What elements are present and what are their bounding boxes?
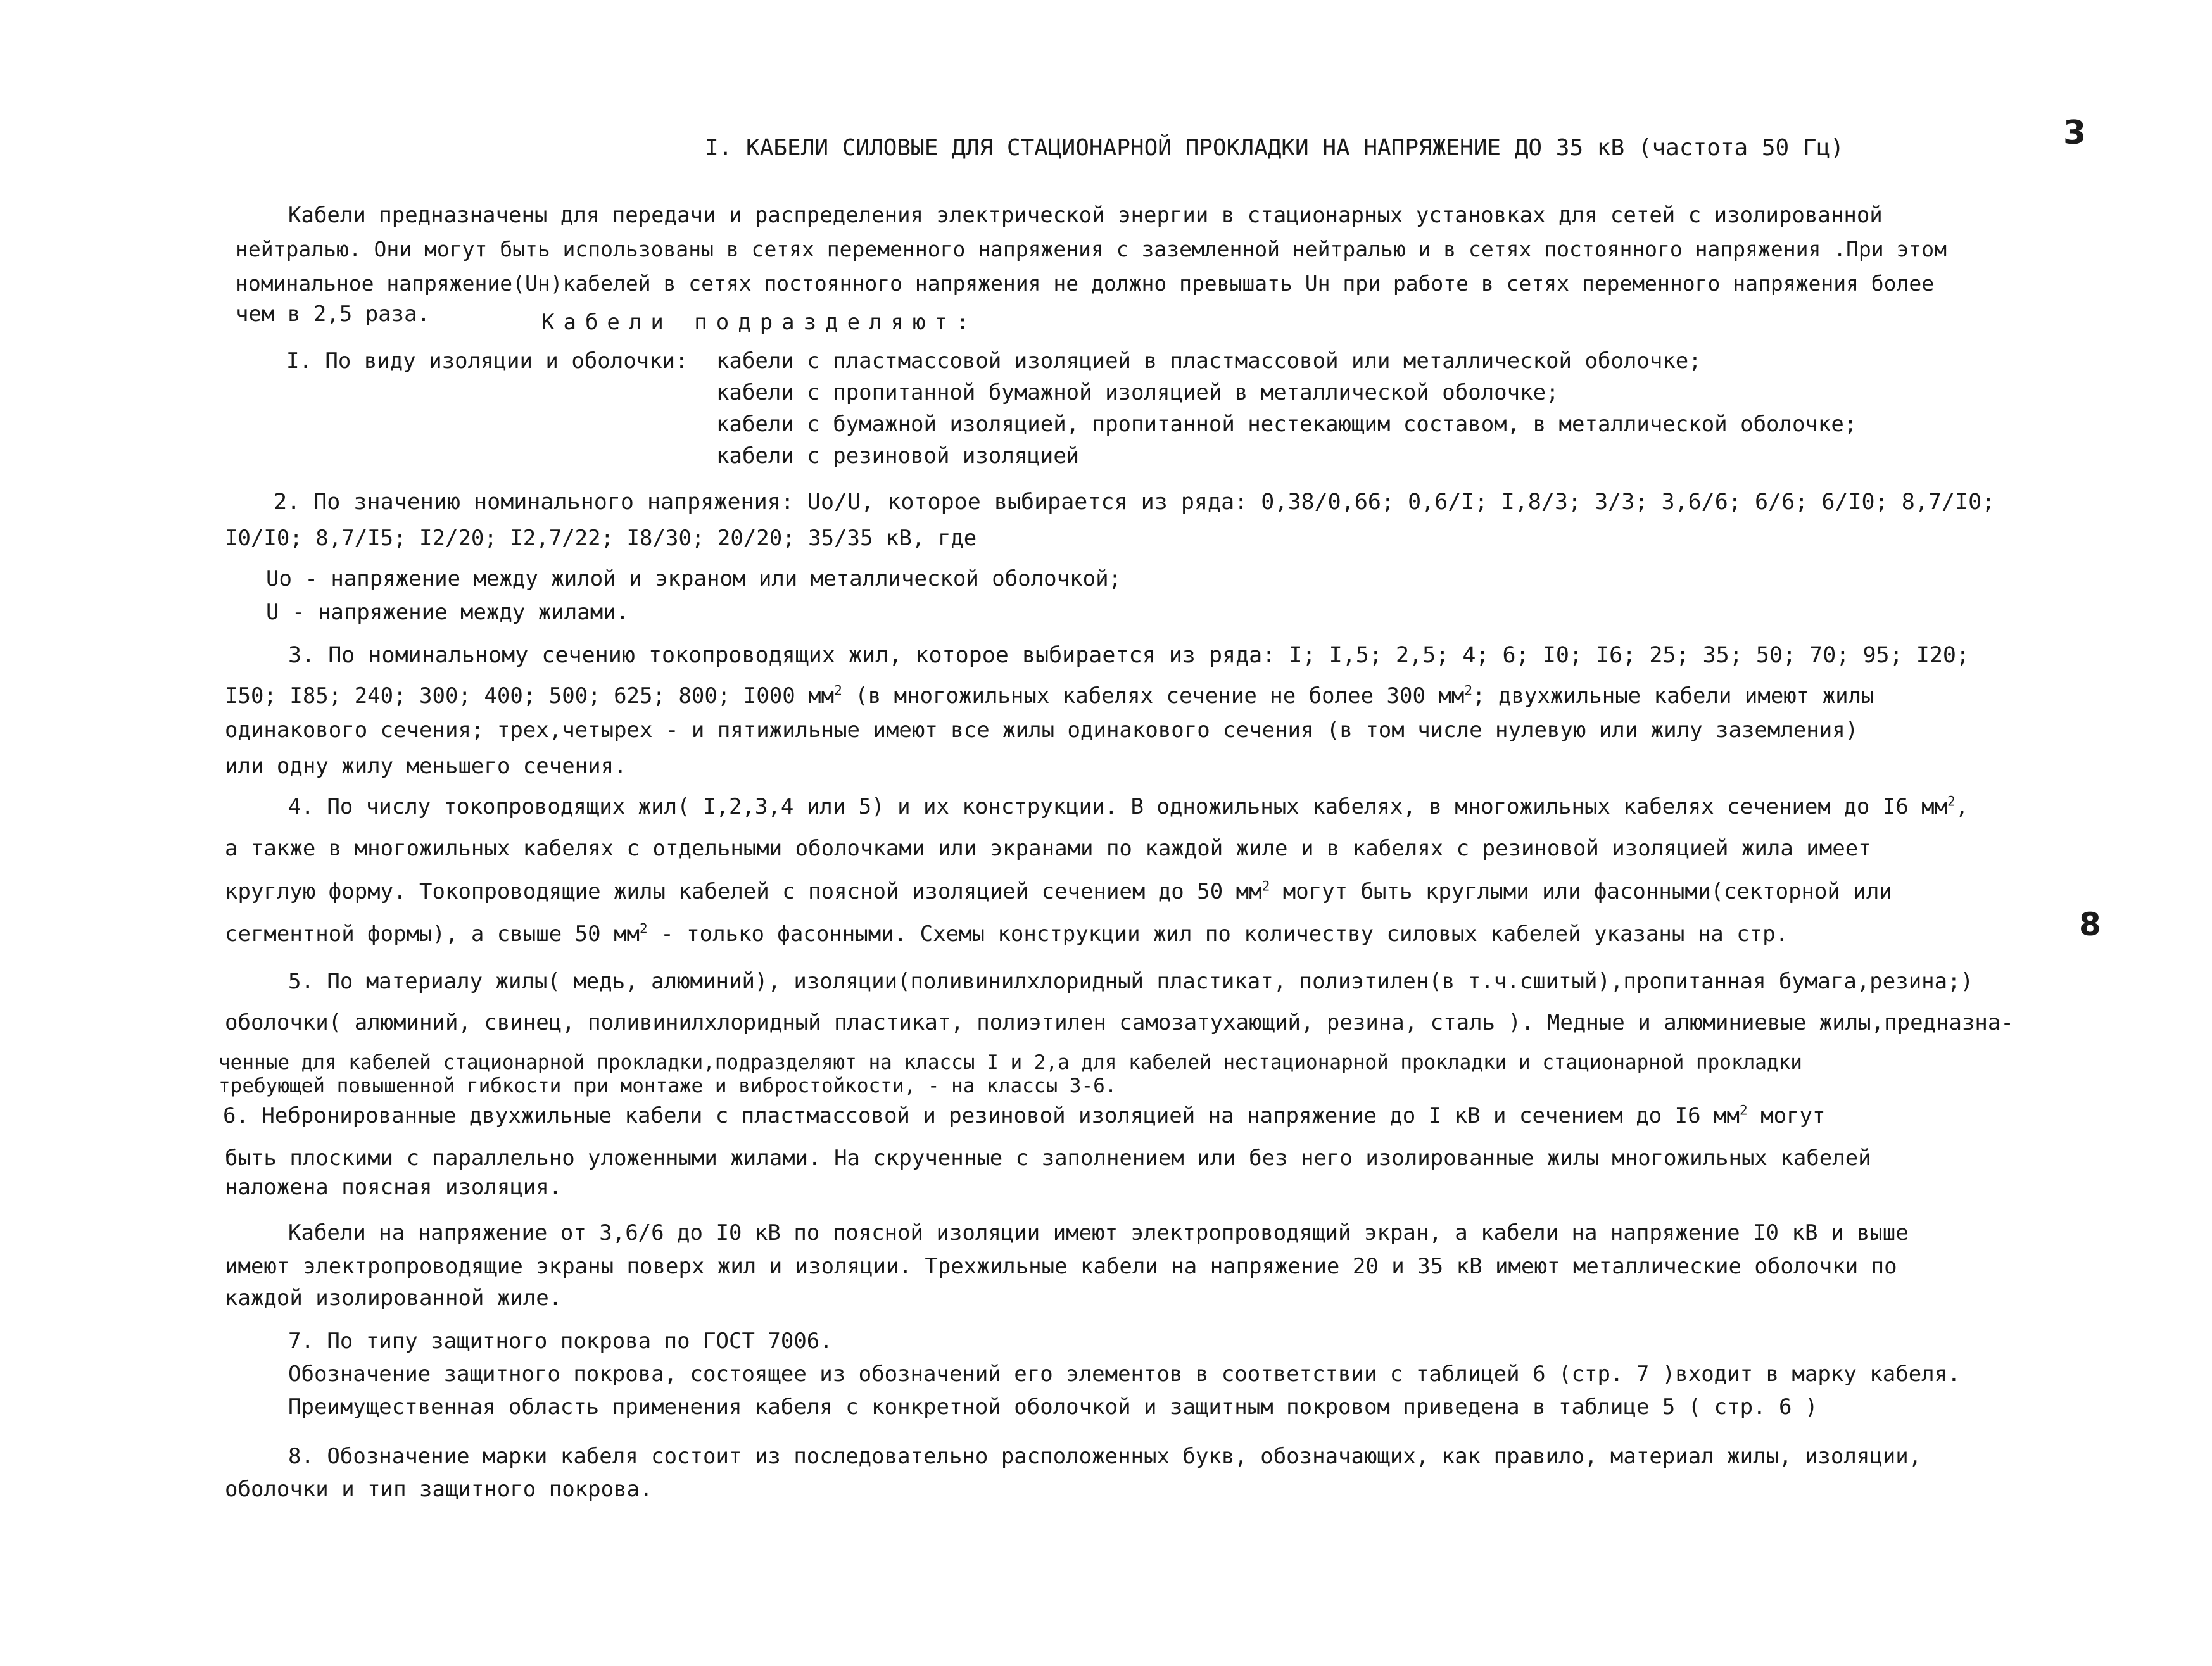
item4-line-4: [225, 920, 1788, 948]
item7-line-2: Обозначение защитного покрова, состоящее из обозначений его элементов в соответствии с таблицей 6 (стр. 7 )входит в марку кабеля.: [288, 1361, 1961, 1387]
page-reference: 8: [2079, 906, 2101, 943]
item1-lead: I. По виду изоляции и оболочки:: [286, 348, 688, 374]
item6-line-1: [223, 1102, 1826, 1130]
item3-line-1: 3. По номинальному сечению токопроводящих жил, которое выбирается из ряда: I; I,5; 2,5; 4; 6; I0; I6; 25; 35; 50; 70; 95; I20;: [288, 643, 1970, 668]
screens-line-1: Кабели на напряжение от 3,6/6 до I0 кВ по поясной изоляции имеют электропроводящий экран, а кабели на напряжение I0 кВ и выше: [288, 1220, 1909, 1246]
intro-line-3: номинальное напряжение(Uн)кабелей в сетях постоянного напряжения не должно превышать Uн при работе в сетях переменного напряжения более: [236, 271, 1935, 296]
page-number: 3: [2063, 114, 2087, 152]
superscript: 2: [1947, 793, 1956, 809]
superscript: 2: [640, 920, 648, 937]
intro-line-4: чем в 2,5 раза.: [236, 301, 431, 327]
superscript: 2: [1464, 682, 1473, 698]
intro-line-1: Кабели предназначены для передачи и распределения электрической энергии в стационарных установках для сетей с изолированной: [288, 203, 1883, 228]
item4-line-3: [225, 878, 1892, 906]
comma: ,: [1955, 794, 1969, 819]
item2-line-1: 2. По значению номинального напряжения: Uo/U, которое выбирается из ряда: 0,38/0,66; 0,6/I; I,8/3; 3/3; 3,6/6; 6/6; 6/I0; 8,7/I0;: [274, 489, 1995, 515]
item3-line-3: одинакового сечения; трех,четырех - и пятижильные имеют все жилы одинакового сечения (в том числе нулевую или жилу заземления): [225, 717, 1859, 743]
shaped-text: могут быть круглыми или фасонными(секторной или: [1270, 879, 1892, 904]
screens-line-2: имеют электропроводящие экраны поверх жил и изоляции. Трехжильные кабели на напряжение 20 и 35 кВ имеют металлические оболочки по: [225, 1254, 1897, 1279]
round-form-text: круглую форму. Токопроводящие жилы кабелей с поясной изоляцией сечением до 50 мм: [225, 879, 1262, 904]
schemes-text: - только фасонными. Схемы конструкции жил по количеству силовых кабелей указаны на стр.: [647, 921, 1789, 947]
item3-line-4: или одну жилу меньшего сечения.: [225, 754, 627, 779]
twin-core-text: ; двухжильные кабели имеют жилы: [1472, 683, 1874, 709]
superscript: 2: [834, 682, 842, 698]
sector-form-text: сегментной формы), а свыше 50 мм: [225, 921, 640, 947]
screens-line-3: каждой изолированной жиле.: [225, 1285, 562, 1311]
item4-line-2: а также в многожильных кабелях с отдельными оболочками или экранами по каждой жиле и в кабелях с резиновой изоляцией жила имеет: [225, 836, 1871, 861]
page-title: I. КАБЕЛИ СИЛОВЫЕ ДЛЯ СТАЦИОНАРНОЙ ПРОКЛАДКИ НА НАПРЯЖЕНИЕ ДО 35 кВ (частота 50 Гц): [705, 135, 1844, 161]
subdivide-heading: Кабели подразделяют:: [541, 310, 978, 335]
item5-line-1: 5. По материалу жилы( медь, алюминий), изоляции(поливинилхлоридный пластикат, полиэтилен(в т.ч.сшитый),пропитанная бумага,резина;): [288, 969, 1974, 994]
item1-line-a: кабели с пластмассовой изоляцией в пластмассовой или металлической оболочке;: [716, 348, 1702, 374]
item2-line-2: I0/I0; 8,7/I5; I2/20; I2,7/22; I8/30; 20/20; 35/35 кВ, где: [225, 526, 977, 551]
unarmoured-text: 6. Небронированные двухжильные кабели с пластмассовой и резиновой изоляцией на напряжение до I кВ и сечением до I6 мм: [223, 1103, 1740, 1128]
item5-line-4: требующей повышенной гибкости при монтаже и вибростойкости, - на классы 3-6.: [218, 1075, 1117, 1097]
item6-line-3: наложена поясная изоляция.: [225, 1175, 562, 1200]
section-limit-text: (в многожильных кабелях сечение не более 300 мм: [842, 683, 1465, 709]
item5-line-3: ченные для кабелей стационарной прокладки,подразделяют на классы I и 2,а для кабелей нестационарной прокладки и стационарной прокладки: [218, 1051, 1802, 1074]
item8-line-2: оболочки и тип защитного покрова.: [225, 1477, 653, 1502]
item4-line-1: [288, 793, 1968, 821]
superscript: 2: [1739, 1102, 1748, 1118]
superscript: 2: [1261, 878, 1270, 894]
item2-line-4: U - напряжение между жилами.: [266, 600, 629, 625]
item7-line-1: 7. По типу защитного покрова по ГОСТ 7006.: [288, 1328, 833, 1354]
item3-line-2: [225, 682, 1874, 710]
cores-text: 4. По числу токопроводящих жил( I,2,3,4 или 5) и их конструкции. В одножильных кабелях, в многожильных кабелях сечением до I6 мм: [288, 794, 1948, 819]
intro-line-2: нейтралью. Они могут быть использованы в сетях переменного напряжения с заземленной нейтралью и в сетях постоянного напряжения .При этом: [236, 237, 1947, 262]
item1-line-c: кабели с бумажной изоляцией, пропитанной нестекающим составом, в металлической оболочке;: [716, 412, 1857, 437]
item1-line-d: кабели с резиновой изоляцией: [716, 443, 1080, 469]
item7-line-3: Преимущественная область применения кабеля с конкретной оболочкой и защитным покровом приведена в таблице 5 ( стр. 6 ): [288, 1394, 1818, 1420]
item5-line-2: оболочки( алюминий, свинец, поливинилхлоридный пластикат, полиэтилен самозатухающий, резина, сталь ). Медные и алюминиевые жилы,предназна-: [225, 1010, 2014, 1035]
item1-line-b: кабели с пропитанной бумажной изоляцией в металлической оболочке;: [716, 380, 1559, 405]
can-be-text: могут: [1747, 1103, 1826, 1128]
item8-line-1: 8. Обозначение марки кабеля состоит из последовательно расположенных букв, обозначающих, как правило, материал жилы, изоляции,: [288, 1444, 1922, 1469]
item2-line-3: Uo - напряжение между жилой и экраном или металлической оболочкой;: [266, 566, 1122, 591]
item6-line-2: быть плоскими с параллельно уложенными жилами. На скрученные с заполнением или без него изолированные жилы многожильных кабелей: [225, 1145, 1871, 1171]
section-series-text: I50; I85; 240; 300; 400; 500; 625; 800; I000 мм: [225, 683, 835, 709]
